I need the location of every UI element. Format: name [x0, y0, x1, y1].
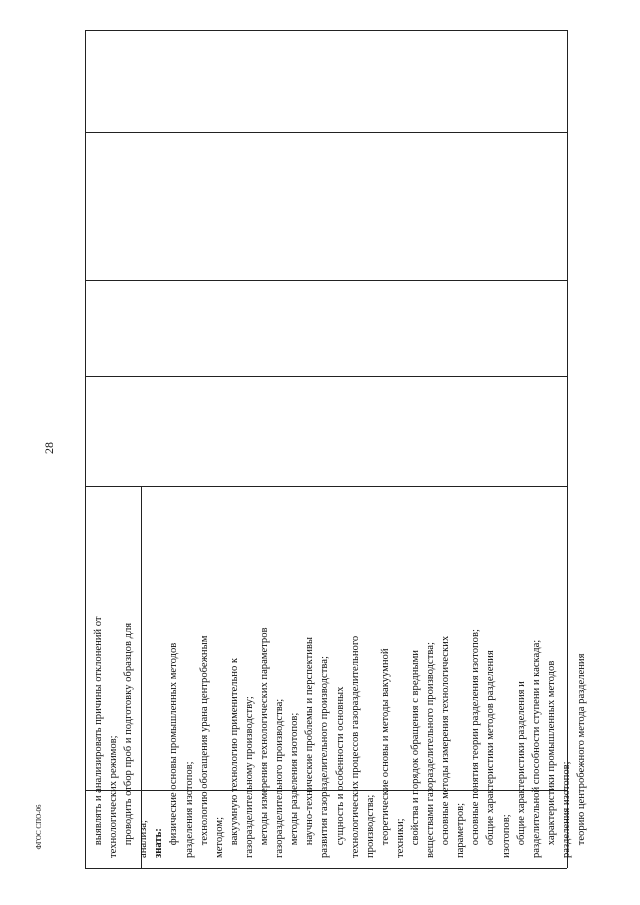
text-line: основные методы измерения технологических [440, 635, 452, 846]
table-border-bottom [85, 868, 567, 869]
text-line: теоретические основы и методы вакуумной [379, 648, 391, 846]
text-line: техники; [394, 818, 406, 858]
table-border-top [85, 30, 567, 31]
column-divider-3 [85, 376, 567, 377]
text-line: физические основы промышленных методов [168, 642, 180, 846]
document-code-footer: ФГОС СПО-06 [35, 804, 43, 850]
text-line: веществами газоразделительного производства; [425, 642, 437, 858]
column-divider-1 [85, 132, 567, 133]
text-line: характеристики промышленных методов [545, 660, 557, 846]
text-line: параметров; [455, 802, 467, 858]
text-line: изотопов; [500, 814, 512, 858]
text-line: научно-технические проблемы и перспективы [304, 637, 316, 846]
text-line: разделения изотопов; [183, 761, 195, 858]
text-line: общие характеристики методов разделения [485, 650, 497, 846]
text-line: свойства и порядок обращения с вредными [409, 650, 421, 846]
text-line: разделения изотопов; [560, 761, 572, 858]
text-line: технологических процессов газоразделительного [349, 635, 361, 858]
text-line: разделительной способности ступени и каскада; [530, 639, 542, 858]
text-line: сущность и особенности основных [334, 686, 346, 846]
text-line: технологических режимов; [108, 735, 120, 858]
text-line: вакуумную технологию применительно к [228, 657, 240, 846]
text-line: развития газоразделительного производства; [319, 656, 331, 858]
text-line: газоразделительному производству; [243, 696, 255, 858]
competence-text-cell [85, 486, 587, 868]
competence-text [85, 486, 587, 868]
text-line: выявлять и анализировать причины отклонений от [93, 616, 104, 846]
text-line: проводить отбор проб и подготовку образцов для [123, 622, 135, 846]
text-line: теорию центробежного метода разделения [576, 653, 587, 846]
page-number: 28 [42, 442, 56, 454]
text-line: методы измерения технологических параметров [259, 627, 271, 846]
text-line: методом; [213, 816, 225, 858]
text-line: знать: [153, 828, 165, 858]
text-line: газоразделительного производства; [274, 698, 286, 858]
text-line: анализа; [138, 820, 150, 858]
text-line: методы разделения изотопов; [289, 712, 301, 846]
text-line: основные понятия теории разделения изотопов; [470, 629, 482, 846]
text-line: производства; [364, 794, 376, 858]
text-line: технологию обогащения урана центробежным [198, 635, 210, 846]
column-divider-2 [85, 280, 567, 281]
text-line: общие характеристики разделения и [515, 681, 527, 846]
